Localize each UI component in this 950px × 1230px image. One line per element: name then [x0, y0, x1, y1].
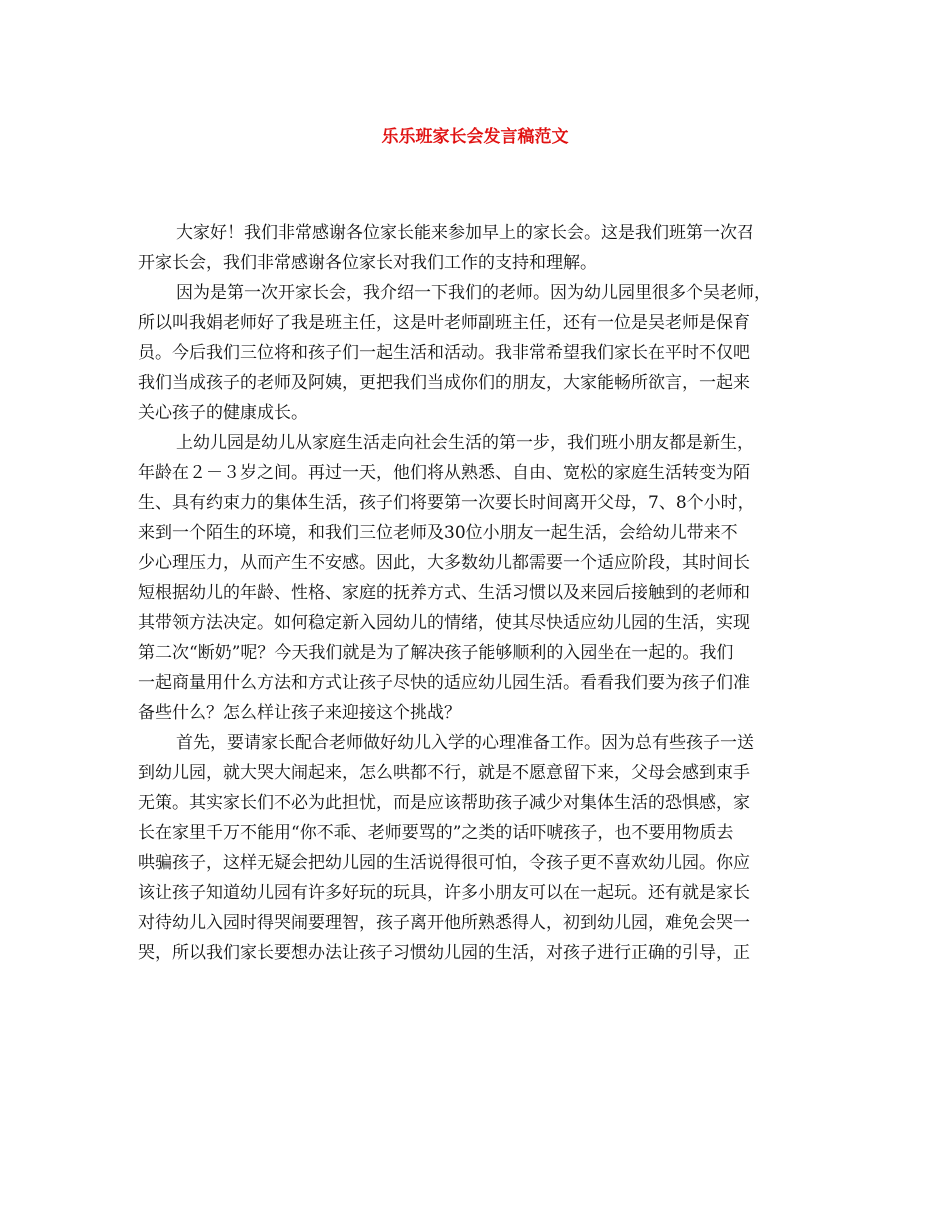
paragraph-line: 大家好！我们非常感谢各位家长能来参加早上的家长会。这是我们班第一次召: [176, 223, 754, 243]
paragraph-line: 其带领方法决定。如何稳定新入园幼儿的情绪，使其尽快适应幼儿园的生活，实现: [138, 613, 750, 633]
paragraph-line: 开家长会，我们非常感谢各位家长对我们工作的支持和理解。: [138, 253, 597, 273]
paragraph-line: 所以叫我娟老师好了我是班主任，这是叶老师副班主任，还有一位是吴老师是保育: [138, 313, 750, 333]
document-body: [138, 218, 812, 968]
paragraph-line: 首先，要请家长配合老师做好幼儿入学的心理准备工作。因为总有些孩子一送: [176, 733, 754, 753]
paragraph-line: 少心理压力，从而产生不安感。因此，大多数幼儿都需要一个适应阶段，其时间长: [138, 553, 750, 573]
paragraph-line: 我们当成孩子的老师及阿姨，更把我们当成你们的朋友，大家能畅所欲言，一起来: [138, 373, 750, 393]
paragraph-line: 哄骗孩子，这样无疑会把幼儿园的生活说得很可怕，令孩子更不喜欢幼儿园。你应: [138, 853, 750, 873]
paragraph-line: 生、具有约束力的集体生活，孩子们将要第一次要长时间离开父母，7、8个小时，: [138, 493, 755, 513]
paragraph-line: 对待幼儿入园时得哭闹要理智，孩子离开他所熟悉得人，初到幼儿园，难免会哭一: [138, 913, 750, 933]
paragraph-line: 备些什么？怎么样让孩子来迎接这个挑战？: [138, 703, 461, 723]
paragraph-line: 关心孩子的健康成长。: [138, 403, 308, 423]
paragraph-line: 该让孩子知道幼儿园有许多好玩的玩具，许多小朋友可以在一起玩。还有就是家长: [138, 883, 750, 903]
paragraph-line: 第二次“断奶”呢？今天我们就是为了解决孩子能够顺利的入园坐在一起的。我们: [138, 643, 734, 663]
paragraph-line: 长在家里千万不能用“你不乖、老师要骂的”之类的话吓唬孩子，也不要用物质去: [138, 823, 734, 843]
document-title: 乐乐班家长会发言稿范文: [381, 127, 569, 147]
paragraph-line: 因为是第一次开家长会，我介绍一下我们的老师。因为幼儿园里很多个吴老师，: [176, 283, 771, 303]
paragraph-line: 员。今后我们三位将和孩子们一起生活和活动。我非常希望我们家长在平时不仅吧: [138, 343, 750, 363]
paragraph-line: 无策。其实家长们不必为此担忧，而是应该帮助孩子减少对集体生活的恐惧感，家: [138, 793, 750, 813]
paragraph-line: 到幼儿园，就大哭大闹起来，怎么哄都不行，就是不愿意留下来，父母会感到束手: [138, 763, 750, 783]
paragraph-line: 哭，所以我们家长要想办法让孩子习惯幼儿园的生活，对孩子进行正确的引导，正: [138, 943, 750, 963]
paragraph-line: 上幼儿园是幼儿从家庭生活走向社会生活的第一步，我们班小朋友都是新生，: [176, 433, 754, 453]
paragraph-line: 年龄在２－３岁之间。再过一天，他们将从熟悉、自由、宽松的家庭生活转变为陌: [138, 463, 750, 483]
paragraph-line: 来到一个陌生的环境，和我们三位老师及30位小朋友一起生活，会给幼儿带来不: [138, 523, 738, 543]
paragraph-line: 短根据幼儿的年龄、性格、家庭的抚养方式、生活习惯以及来园后接触到的老师和: [138, 583, 750, 603]
paragraph-line: 一起商量用什么方法和方式让孩子尽快的适应幼儿园生活。看看我们要为孩子们准: [138, 673, 750, 693]
